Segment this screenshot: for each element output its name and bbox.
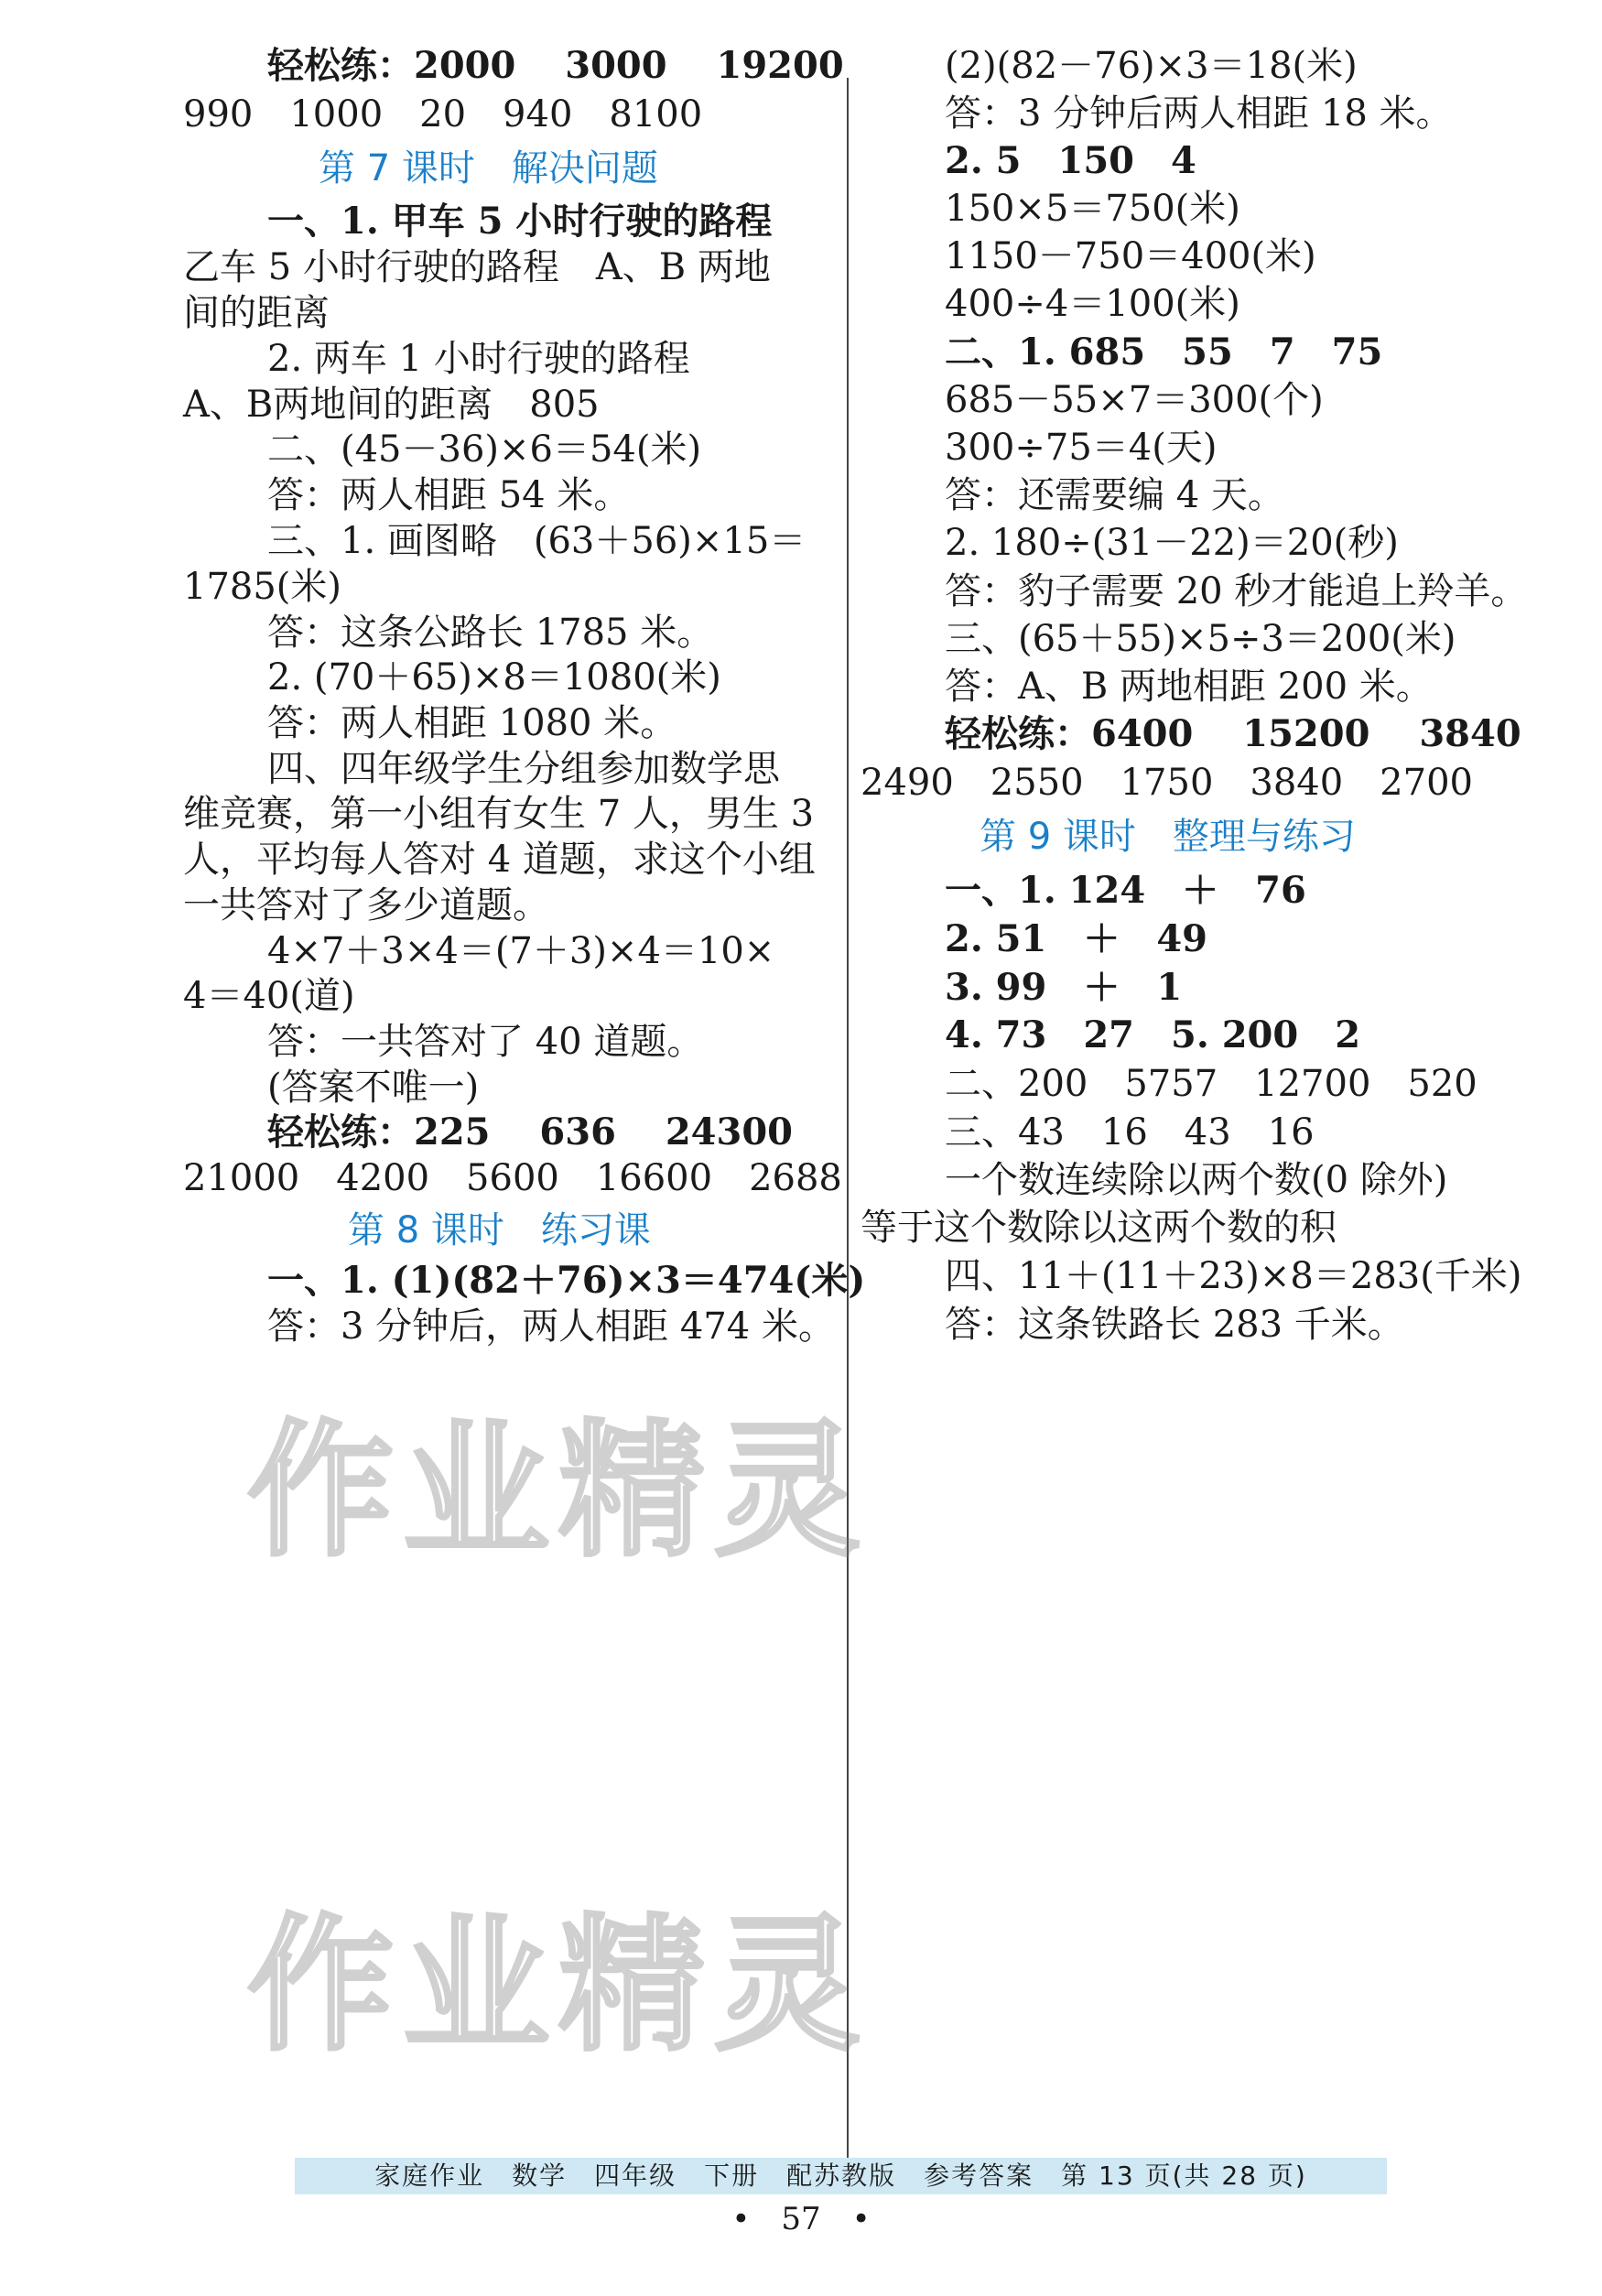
line: 990 1000 20 940 8100	[183, 93, 703, 135]
page-number: • 57 •	[731, 2201, 871, 2237]
line: 答：豹子需要 20 秒才能追上羚羊。	[945, 570, 1528, 612]
line: 答：这条公路长 1785 米。	[267, 612, 714, 654]
line: (答案不唯一)	[267, 1067, 480, 1109]
line: A、B两地间的距离 805	[183, 384, 600, 426]
line: 2. 51 ＋ 49	[945, 917, 1208, 960]
line: 答：3 分钟后，两人相距 474 米。	[267, 1305, 835, 1348]
line: 答：还需要编 4 天。	[945, 474, 1284, 516]
line: 150×5＝750(米)	[945, 188, 1240, 230]
line: 三、1. 画图略 (63＋56)×15＝	[267, 520, 806, 562]
line: 2. (70＋65)×8＝1080(米)	[267, 656, 721, 699]
line: 21000 4200 5600 16600 2688	[183, 1157, 842, 1199]
line: 四、四年级学生分组参加数学思	[267, 748, 780, 790]
line: 4×7＋3×4＝(7＋3)×4＝10×	[267, 930, 775, 972]
line: 1150－750＝400(米)	[945, 235, 1316, 277]
watermark: 作业精灵	[247, 1900, 871, 2071]
line: (2)(82－76)×3＝18(米)	[945, 45, 1358, 87]
line: 4＝40(道)	[183, 975, 355, 1017]
line: 轻松练：2000 3000 19200	[267, 44, 844, 87]
column-divider	[847, 78, 849, 2165]
line: 三、43 16 43 16	[945, 1111, 1315, 1153]
line: 答：这条铁路长 283 千米。	[945, 1304, 1404, 1346]
line: 一、1. 甲车 5 小时行驶的路程	[267, 200, 773, 243]
line: 二、200 5757 12700 520	[945, 1063, 1478, 1105]
line: 一个数连续除以两个数(0 除外)	[945, 1159, 1448, 1201]
line: 轻松练：225 636 24300	[267, 1110, 794, 1153]
line: 等于这个数除以这两个数的积	[861, 1207, 1337, 1249]
line: 2490 2550 1750 3840 2700	[861, 762, 1473, 804]
line: 400÷4＝100(米)	[945, 283, 1240, 325]
line: 一、1. (1)(82＋76)×3＝474(米)	[267, 1259, 866, 1302]
line: 答：两人相距 54 米。	[267, 474, 631, 516]
line: 二、1. 685 55 7 75	[945, 330, 1383, 374]
line: 二、(45－36)×6＝54(米)	[267, 428, 702, 471]
line: 维竞赛，第一小组有女生 7 人，男生 3	[183, 793, 815, 835]
line: 人，平均每人答对 4 道题，求这个小组	[183, 839, 816, 881]
line: 1785(米)	[183, 566, 342, 608]
line: 2. 两车 1 小时行驶的路程	[267, 338, 690, 380]
line: 轻松练：6400 15200 3840	[945, 712, 1521, 755]
line: 2. 180÷(31－22)＝20(秒)	[945, 522, 1399, 564]
line: 答：A、B 两地相距 200 米。	[945, 666, 1433, 708]
section-heading: 第 8 课时 练习课	[348, 1209, 651, 1251]
line: 2. 5 150 4	[945, 139, 1196, 182]
line: 三、(65＋55)×5÷3＝200(米)	[945, 618, 1456, 660]
footer-band: 家庭作业 数学 四年级 下册 配苏教版 参考答案 第 13 页(共 28 页)	[295, 2158, 1387, 2194]
line: 一、1. 124 ＋ 76	[945, 869, 1306, 912]
section-heading: 第 9 课时 整理与练习	[980, 816, 1356, 858]
line: 685－55×7＝300(个)	[945, 379, 1324, 421]
line: 4. 73 27 5. 200 2	[945, 1013, 1361, 1056]
line: 间的距离	[183, 292, 330, 334]
line: 3. 99 ＋ 1	[945, 966, 1183, 1009]
line: 答：一共答对了 40 道题。	[267, 1021, 704, 1063]
line: 答：3 分钟后两人相距 18 米。	[945, 92, 1453, 135]
line: 一共答对了多少道题。	[183, 884, 549, 926]
line: 四、11＋(11＋23)×8＝283(千米)	[945, 1255, 1522, 1297]
line: 答：两人相距 1080 米。	[267, 702, 677, 744]
watermark: 作业精灵	[247, 1405, 871, 1576]
section-heading: 第 7 课时 解决问题	[319, 147, 658, 190]
line: 300÷75＝4(天)	[945, 427, 1218, 469]
line: 乙车 5 小时行驶的路程 A、B 两地	[183, 246, 771, 288]
